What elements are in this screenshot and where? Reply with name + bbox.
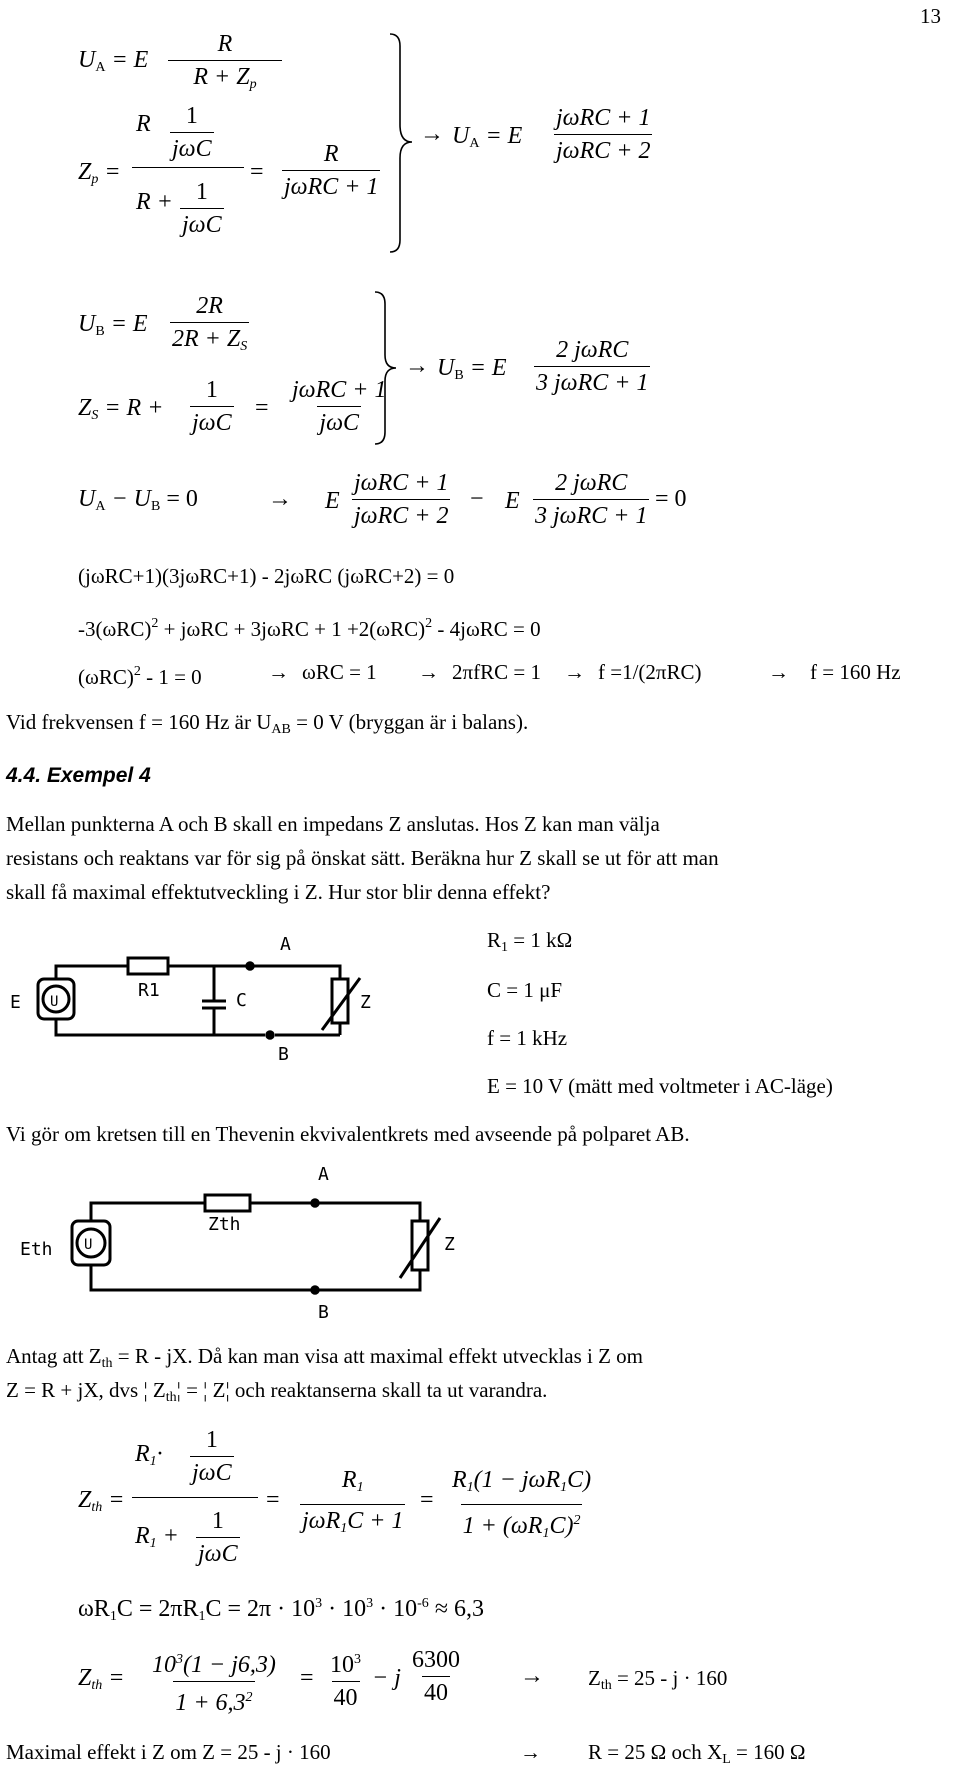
label-c: C [236,990,247,1011]
eq-a-result-frac: jωRC + 1 jωRC + 2 [556,105,651,164]
para1-line1: Mellan punkterna A och B skall en impedans Z anslutas. Hos Z kan man välja [6,812,660,836]
param-f: f = 1 kHz [487,1026,568,1050]
zth2-frac2: $10^3$ 40 [330,1652,361,1711]
label-b: B [278,1044,289,1065]
eq-ua-fraction: R $R + Z_p$ [168,30,282,99]
zs-rhs-frac: jωRC + 1 jωC [292,377,387,436]
final-arrow: → [520,1740,541,1764]
para4: Z = R + jX, dvs ¦ $Z_{th}¦$ = ¦ Z¦ och reaktanserna skall ta ut varandra. [6,1378,548,1405]
zth2-eq2: = [300,1665,314,1691]
eq-c-minus: − [470,486,484,512]
resistor-r1 [128,958,168,974]
capacitor-c [202,966,226,1035]
param-c: C = 1 μF [487,978,563,1002]
label-eth: Eth [20,1239,53,1260]
zth-den-r: $R_1$ + [135,1523,179,1551]
eq-ub-lhs: $U_B = E$ [78,311,148,339]
zs-eq2: = [255,395,269,421]
label-z2: Z [444,1234,455,1255]
node-b-dot [266,1031,274,1039]
circuit-1 [38,958,360,1035]
final-line-a: Maximal effekt i Z om Z = 25 - j · 160 [6,1740,331,1764]
node-b2-dot [311,1286,319,1294]
para1-line3: skall få maximal effektutveckling i Z. Hur stor blir denna effekt? [6,880,551,904]
zp-num-frac: 1 jωC [172,103,212,162]
impedance-zth [205,1195,250,1211]
zth-num-r: $R_1\cdot$ [135,1441,163,1469]
brace-a [390,34,412,252]
expansion-line-1: (jωRC+1)(3jωRC+1) - 2jωRC (jωRC+2) = 0 [78,564,455,588]
zs-frac: 1 jωC [192,377,232,436]
zth2-frac1: $10^3(1 - j6,3)$ $1 + 6,3^2$ [152,1652,276,1716]
zp-rhs-frac: R jωRC + 1 [284,141,379,200]
eq-b-result-lhs: $U_B = E$ [437,355,507,383]
eq-zp-lhs: $Z_p$ = [78,159,121,187]
para2: Vi gör om kretsen till en Thevenin ekvivalentkrets med avseende på polparet AB. [6,1122,690,1146]
param-r1: $R_1 = 1$ kΩ [487,928,573,955]
circuit-1-wires [56,966,265,1035]
label-e: E [10,992,21,1013]
page-number: 13 [920,4,941,28]
line3-arrow1: → [268,660,289,684]
label-b2: B [318,1302,329,1323]
eq-c-e2: E [505,488,520,514]
section-heading: 4.4. Exempel 4 [6,764,151,787]
eq-zth-lhs: $Z_{th}$ = [78,1487,125,1515]
zth-eq3: = [420,1487,434,1513]
label-r1: R1 [138,980,160,1001]
expansion-line-2: $-3(\omega RC)^2 + j\omega RC + 3j\omega RC + 1 +2(\omega RC)^2 - 4j\omega RC = 0$ [78,616,541,641]
line3-arrow3: → [564,660,585,684]
zth-eq2: = [266,1487,280,1513]
zth2-frac3: 6300 40 [412,1647,460,1706]
label-z: Z [360,992,371,1013]
eq-c-lhs: $U_A - U_B = 0$ [78,486,198,514]
zp-den-frac: 1 jωC [182,179,222,238]
line3-arrow2: → [418,660,439,684]
node-a-dot [246,962,254,970]
zth-main-bar [132,1497,258,1498]
para1-line2: resistans och reaktans var för sig på önskat sätt. Beräkna hur Z skall se ut för att man [6,846,719,870]
eq-c-frac1: jωRC + 1 jωRC + 2 [354,470,449,529]
eq-zs-lhs: $Z_S = R$ + [78,395,164,423]
eq-b-arrow: → [405,353,429,379]
zth2-arrow: → [520,1663,544,1689]
eq-ua-lhs: $U_A = E$ [78,47,149,75]
omega-r1c-line: $\omega R_1C = 2\pi R_1C = 2\pi \cdot 10^3 \cdot 10^3 \cdot 10^{-6} \approx 6,3$ [78,1596,484,1624]
node-a2-dot [311,1199,319,1207]
variable-impedance-z [332,979,348,1023]
line3-arrow4: → [768,660,789,684]
expansion-line-3b: ωRC = 1 [302,660,377,684]
eq-a-arrow: → [420,121,444,147]
label-zth: Zth [208,1214,241,1235]
zth-frac2: $R_1$ jωR$_1$C + 1 [300,1466,405,1543]
eq-zth2-lhs: $Z_{th}$ = [78,1665,125,1693]
eq-ub-fraction: 2R $2R + Z_S$ [170,292,249,361]
eq-c-e1: E [325,488,340,514]
zth-frac3: $R_1(1 - j\omega R_1C)$ $1 + (\omega R_1C)^2$ [450,1466,593,1548]
label-a: A [280,934,291,955]
zth-num-frac: 1 jωC [192,1427,232,1486]
circuit-2-wires [91,1203,420,1290]
label-u1: U [50,994,59,1010]
zp-den-r: R + [136,189,173,215]
balance-sentence: Vid frekvensen f = 160 Hz är $U_{AB} = 0$ V (bryggan är i balans). [6,710,529,737]
eq-b-result-frac: 2 jωRC 3 jωRC + 1 [536,337,649,396]
zth2-result: $Z_{th} = 25 - j \cdot 160$ [588,1666,728,1693]
final-line-b: R = 25 Ω och $X_L = 160$ Ω [588,1740,806,1767]
label-u2: U [84,1237,93,1253]
expansion-line-3a: $(\omega RC)^2 - 1 = 0$ [78,664,202,689]
expansion-line-3e: f = 160 Hz [810,660,901,684]
zp-num-r: R [136,111,151,137]
eq-a-result-lhs: $U_A = E$ [452,123,523,151]
zth2-minus-j: − j [372,1665,401,1691]
zth-den-frac: 1 jωC [198,1508,238,1567]
eq-c-arrow: → [268,486,292,512]
circuit-2 [72,1195,440,1290]
eq-c-eq0: = 0 [655,486,687,512]
eq-c-frac2: 2 jωRC 3 jωRC + 1 [535,470,648,529]
zp-eq2: = [250,159,264,185]
label-a2: A [318,1164,329,1185]
expansion-line-3d: f =1/(2πRC) [598,660,702,684]
param-e: E = 10 V (mätt med voltmeter i AC-läge) [487,1074,833,1098]
expansion-line-3c: 2πfRC = 1 [452,660,541,684]
para3: Antag att $Z_{th} = R$ - jX. Då kan man visa att maximal effekt utvecklas i Z om [6,1344,644,1371]
brace-b [375,292,396,444]
